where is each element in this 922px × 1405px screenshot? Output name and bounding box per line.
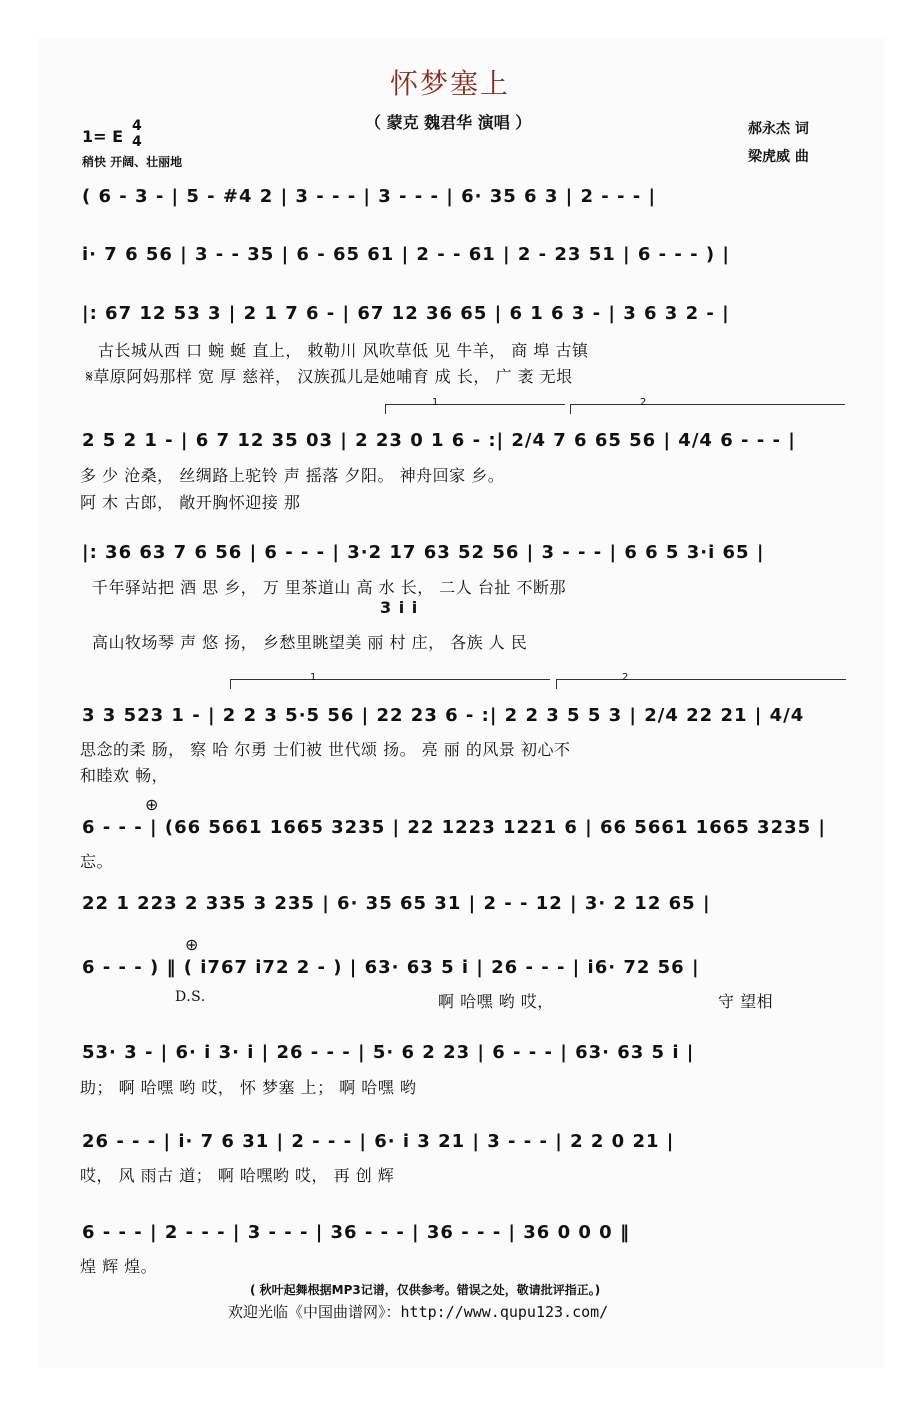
lyric-line: 和睦欢 畅，: [80, 766, 169, 785]
lyric-line: 高山牧场琴 声 悠 扬， 乡愁里眺望美 丽 村 庄， 各族 人 民: [92, 633, 528, 652]
ds-marking: D.S.: [175, 989, 206, 1005]
staff-row-4: 2 5 2 1 - | 6 7 12 35 03 | 2 23 0 1 6 - :| 2/4 7 6 65 56 | 4/4 6 - - - |: [82, 430, 796, 451]
tempo-marking: 稍快 开阔、壮丽地: [82, 155, 183, 169]
lyric-line: 煌 辉 煌。: [80, 1257, 158, 1276]
lyric-line: 助； 啊 哈嘿 哟 哎， 怀 梦塞 上； 啊 哈嘿 哟: [80, 1078, 417, 1097]
volta-bracket-1-end: [385, 404, 386, 414]
staff-row-3: |: 67 12 53 3 | 2 1 7 6 - | 67 12 36 65 | 6 1 6 3 - | 3 6 3 2 - |: [82, 303, 730, 324]
staff-row-7: 6 - - - | (66 5661 1665 3235 | 22 1223 1221 6 | 66 5661 1665 3235 |: [82, 817, 826, 838]
lyricist-credit: 郝永杰 词: [748, 121, 809, 137]
staff-row-5: |: 36 63 7 6 56 | 6 - - - | 3·2 17 63 52 56 | 3 - - - | 6 6 5 3·i 65 |: [82, 542, 765, 563]
staff-row-2: i· 7 6 56 | 3 - - 35 | 6 - 65 61 | 2 - - 61 | 2 - 23 51 | 6 - - - ) |: [82, 244, 730, 265]
lyric-line: 啊 哈嘿 哟 哎，: [438, 992, 554, 1011]
lyric-line: 守 望相: [718, 992, 774, 1011]
volta-bracket-2-end: [570, 404, 571, 414]
staff-row-10: 53· 3 - | 6· i 3· i | 26 - - - | 5· 6 2 23 | 6 - - - | 63· 63 5 i |: [82, 1042, 695, 1063]
staff-row-11: 26 - - - | i· 7 6 31 | 2 - - - | 6· i 3 21 | 3 - - - | 2 2 0 21 |: [82, 1131, 675, 1152]
volta-bracket-1: [230, 679, 550, 680]
volta-bracket-2-end: [556, 679, 557, 689]
lyric-line: 古长城从西 口 蜿 蜒 直上， 敕勒川 风吹草低 见 牛羊， 商 埠 古镇: [98, 341, 589, 360]
volta-label-1: 1: [432, 397, 439, 408]
coda-icon: ⊕: [145, 795, 159, 814]
lyric-line: 哎， 风 雨古 道； 啊 哈嘿哟 哎， 再 创 辉: [80, 1166, 395, 1185]
volta-bracket-1-end: [230, 679, 231, 689]
key-signature: 1= E: [82, 127, 124, 146]
volta-bracket-1: [385, 404, 565, 405]
volta-label-2: 2: [622, 672, 629, 683]
lyric-line: 阿 木 古郎， 敞开胸怀迎接 那: [80, 493, 301, 512]
alt-notes: 3 i i: [380, 598, 419, 617]
staff-row-9: 6 - - - ) ‖ ( i767 i72 2 - ) | 63· 63 5 i | 26 - - - | i6· 72 56 |: [82, 957, 700, 978]
time-signature-bottom: 4: [132, 134, 142, 150]
staff-row-1: ( 6 - 3 - | 5 - #4 2 | 3 - - - | 3 - - - | 6· 35 6 3 | 2 - - - |: [82, 186, 657, 207]
volta-label-2: 2: [640, 397, 647, 408]
lyric-line: 千年驿站把 酒 思 乡， 万 里茶道山 高 水 长， 二人 台扯 不断那: [92, 578, 566, 597]
staff-row-6: 3 3 523 1 - | 2 2 3 5·5 56 | 22 23 6 - :| 2 2 3 5 5 3 | 2/4 22 21 | 4/4: [82, 705, 805, 726]
staff-row-8: 22 1 223 2 335 3 235 | 6· 35 65 31 | 2 - - 12 | 3· 2 12 65 |: [82, 893, 711, 914]
lyric-line: 忘。: [80, 852, 114, 871]
lyric-line: 𝄋草原阿妈那样 宽 厚 慈祥， 汉族孤儿是她哺育 成 长， 广 袤 无垠: [86, 367, 573, 386]
song-title: 怀梦塞上: [390, 67, 511, 100]
website-footer[interactable]: 欢迎光临《中国曲谱网》：http://www.qupu123.com/: [228, 1303, 609, 1321]
lyric-line: 思念的柔 肠， 察 哈 尔勇 士们被 世代颂 扬。 亮 丽 的风景 初心不: [80, 740, 571, 759]
singers-credit: （ 蒙克 魏君华 演唱 ）: [365, 113, 532, 132]
volta-bracket-2: [556, 679, 846, 680]
staff-row-12: 6 - - - | 2 - - - | 3 - - - | 36 - - - | 36 - - - | 36 0 0 0 ‖: [82, 1222, 630, 1243]
transcriber-note: ( 秋叶起舞根据MP3记谱，仅供参考。错误之处，敬请批评指正。): [250, 1283, 601, 1297]
time-signature-top: 4: [132, 118, 142, 134]
coda-icon: ⊕: [185, 935, 199, 954]
volta-label-1: 1: [310, 672, 317, 683]
lyric-line: 多 少 沧桑， 丝绸路上驼铃 声 摇落 夕阳。 神舟回家 乡。: [80, 466, 505, 485]
composer-credit: 梁虎威 曲: [748, 149, 809, 165]
volta-bracket-2: [570, 404, 845, 405]
